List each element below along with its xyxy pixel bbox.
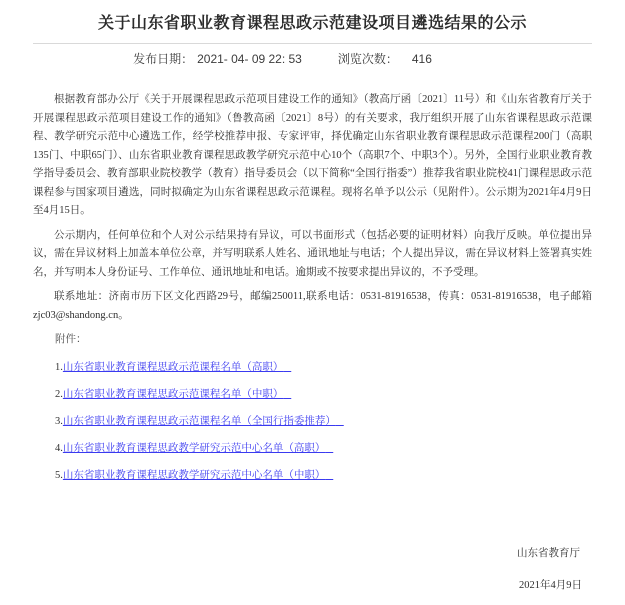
- attachment-number: 4.: [55, 443, 63, 454]
- attachment-number: 5.: [55, 470, 63, 481]
- attachment-item: [55, 442, 344, 456]
- signature-block: [517, 545, 582, 592]
- attachment-link-demo-courses-zhongzhi[interactable]: 山东省职业教育课程思政示范课程名单（中职）: [62, 389, 284, 400]
- attachment-number: 1.: [55, 362, 63, 373]
- attachment-link-research-centers-zhongzhi[interactable]: 山东省职业教育课程思政教学研究示范中心名单（中职）: [62, 470, 326, 481]
- attachment-item: [55, 469, 344, 483]
- publish-date-label: 发布日期：: [133, 52, 194, 66]
- attachment-item: [55, 415, 344, 429]
- attachments-section: [55, 333, 344, 496]
- attachment-item: [55, 361, 344, 375]
- attachments-label: 附件：: [55, 334, 87, 345]
- meta-bar: [0, 52, 595, 67]
- attachment-item: [55, 388, 344, 402]
- paragraph-selection-results: 根据教育部办公厅《关于开展课程思政示范项目建设工作的通知》（教高厅函〔2021〕11号）和《山东省教育厅关于开展课程思政示范项目建设工作的通知》（鲁教高函〔2021〕8号）的有关要求，我厅组织开展了山东省课程思政示范课程、教学研究示范中心遴选工作，经学校推荐申报、专家评审，择优确定山东省职业教育课程思政示范课程200门（高职135门、中职65门）、山东省职业教育课程思政教学研究示范中心10个（高职7个、中职3个）。另外，全国行业职业教育教学指导委员会、教育部职业院校教学（教育）指导委员会（以下简称“全国行指委”）推荐我省职业院校41门课程思政示范课程参与国家项目遴选，同时拟确定为山东省课程思政示范课程。现将名单予以公示（见附件）。公示期为2021年4月9日至4月15日。: [33, 94, 592, 216]
- header-divider: [33, 43, 592, 44]
- views-count-label: 浏览次数：: [337, 52, 398, 66]
- page-title: 关于山东省职业教育课程思政示范建设项目遴选结果的公示: [97, 15, 527, 32]
- attachment-link-demo-courses-gaozhi[interactable]: 山东省职业教育课程思政示范课程名单（高职）: [62, 362, 284, 373]
- views-count-value: 416: [411, 52, 432, 66]
- signature-date: 2021年4月9日: [519, 580, 582, 591]
- signature-org: 山东省教育厅: [517, 548, 580, 559]
- paragraph-objection-rules: 公示期内，任何单位和个人对公示结果持有异议，可以书面形式（包括必要的证明材料）向我厅反映。单位提出异议，需在异议材料上加盖本单位公章，并写明联系人姓名、通讯地址与电话；个人提出异议，需在异议材料上签署真实姓名，并写明本人身份证号、工作单位、通讯地址和电话。逾期或不按要求提出异议的，不予受理。: [33, 229, 592, 278]
- attachment-number: 3.: [55, 416, 63, 427]
- publish-date-value: 2021- 04- 09 22: 53: [197, 52, 302, 66]
- attachment-link-demo-courses-national[interactable]: 山东省职业教育课程思政示范课程名单（全国行指委推荐）: [62, 416, 336, 427]
- attachment-number: 2.: [55, 389, 63, 400]
- attachment-link-research-centers-gaozhi[interactable]: 山东省职业教育课程思政教学研究示范中心名单（高职）: [62, 443, 326, 454]
- paragraph-contact-info: 联系地址：济南市历下区文化西路29号，邮编250011,联系电话：0531-81916538，传真：0531-81916538，电子邮箱zjc03@shandong.cn。: [33, 291, 592, 321]
- announcement-body: [33, 91, 592, 325]
